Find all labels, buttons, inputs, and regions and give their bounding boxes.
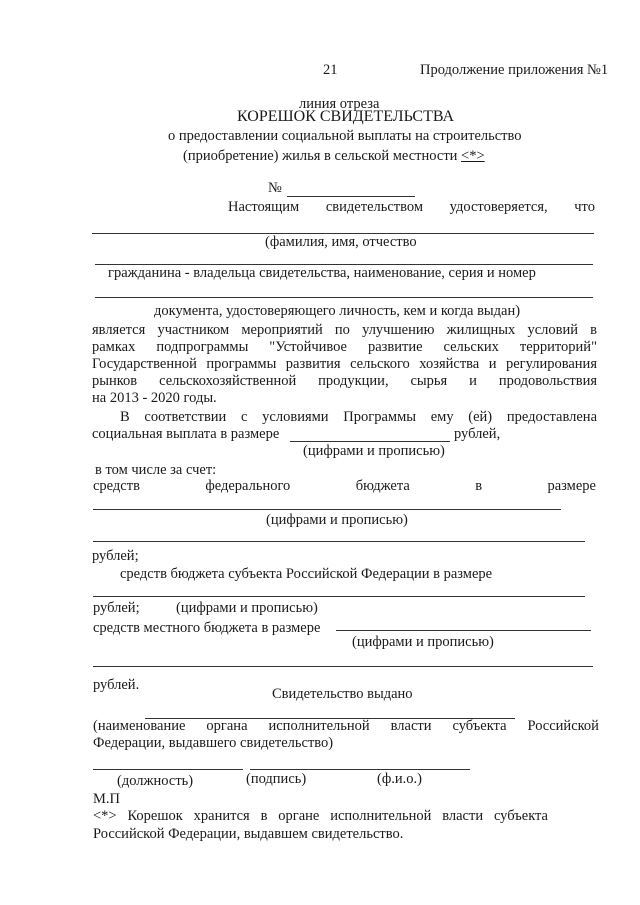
participant-line (92, 322, 597, 339)
signature-hint: (подпись) (246, 771, 307, 787)
federal-word: размере (547, 478, 596, 494)
local-budget-label: средств местного бюджета в размере (93, 620, 321, 636)
subject-budget-label: средств бюджета субъекта Российской Федерации в размере (120, 566, 493, 582)
participant-line (92, 356, 597, 373)
footnote-word: <*> (93, 808, 117, 824)
signature-position-hint: (должность) (117, 773, 194, 789)
position-field-line (93, 769, 243, 770)
including-label: в том числе за счет: (95, 462, 217, 478)
issued-label: Свидетельство выдано (272, 686, 413, 702)
authority-word: Российской (527, 718, 599, 734)
hint-document: документа, удостоверяющего личность, кем и когда выдан) (154, 303, 521, 319)
hint-amount-local: (цифрами и прописью) (352, 634, 494, 650)
footnote-word: субъекта (493, 808, 548, 824)
hint-holder: гражданина - владельца свидетельства, наименование, серия и номер (108, 265, 536, 281)
federal-word: бюджета (355, 478, 410, 494)
program-years: на 2013 - 2020 годы. (92, 390, 217, 406)
authority-word: субъекта (452, 718, 507, 734)
participant-line (92, 373, 597, 390)
footnote-word: в (260, 808, 268, 824)
certify-word: что (574, 199, 595, 215)
certify-word: Настоящим (228, 199, 300, 215)
participant-text: является участником мероприятий по улучшению жилищных условий в (92, 322, 597, 338)
footnote-ref-link[interactable]: <*> (461, 148, 485, 164)
federal-amount-line (93, 509, 561, 510)
subtitle-line-1: о предоставлении социальной выплаты на строительство (168, 128, 522, 144)
hint-amount-subject: (цифрами и прописью) (176, 600, 318, 616)
federal-amount-line-2 (93, 541, 585, 542)
document-field-line (95, 297, 593, 298)
certify-word: удостоверяется, (449, 199, 548, 215)
document-title: КОРЕШОК СВИДЕТЕЛЬСТВА (237, 108, 455, 125)
authority-word: органа (206, 718, 248, 734)
authority-word: исполнительной (268, 718, 370, 734)
subject-amount-line (93, 596, 585, 597)
hint-amount-federal: (цифрами и прописью) (266, 512, 408, 528)
participant-text: рынков сельскохозяйственной продукции, сырья и продовольствия (92, 373, 597, 389)
signature-name-field-line (250, 769, 470, 770)
authority-hint-line-2: Федерации, выдавшего свидетельство) (93, 735, 334, 751)
footnote-word: органе (278, 808, 320, 824)
payment-amount-line (290, 441, 450, 442)
footnote-word: Корешок (127, 808, 183, 824)
footnote-row (93, 808, 548, 825)
rubles-label: рублей, (454, 426, 501, 442)
hint-fio: (фамилия, имя, отчество (265, 234, 417, 250)
program-line: В соответствии с условиями Программы ему (ей) предоставлена (120, 409, 597, 425)
participant-text: рамках подпрограммы "Устойчивое развитие сельских территорий" (92, 339, 597, 355)
authority-hint-row (93, 718, 599, 735)
payment-label: социальная выплата в размере (92, 426, 280, 442)
local-amount-line-2 (93, 666, 593, 667)
footnote-word: исполнительной (330, 808, 432, 824)
stamp-place: М.П (93, 791, 120, 807)
footnote-word: хранится (193, 808, 250, 824)
rubles-federal: рублей; (92, 548, 139, 564)
number-field-line (287, 196, 415, 197)
number-label: № (268, 180, 282, 196)
local-amount-line (336, 630, 591, 631)
footnote-line-2: Российской Федерации, выдавшем свидетельство. (93, 826, 404, 842)
rubles-subject: рублей; (93, 600, 140, 616)
certify-word: свидетельством (325, 199, 424, 215)
federal-word: в (475, 478, 483, 494)
participant-text: Государственной программы развития сельского хозяйства и регулирования (92, 356, 597, 372)
hint-amount-total: (цифрами и прописью) (303, 443, 445, 459)
signature-name-hint: (ф.и.о.) (377, 771, 422, 787)
participant-line (92, 339, 597, 356)
federal-word: федерального (205, 478, 291, 494)
rubles-local: рублей. (93, 677, 140, 693)
authority-word: (наименование (93, 718, 186, 734)
continuation-note: Продолжение приложения №1 (420, 62, 609, 78)
subtitle-text: (приобретение) жилья в сельской местности (183, 148, 458, 164)
footnote-word: власти (442, 808, 484, 824)
cut-line-label: линия отреза (299, 96, 380, 112)
subtitle-line-2 (183, 148, 485, 165)
federal-word: средств (93, 478, 140, 494)
page-number: 21 (323, 62, 338, 78)
certify-row (228, 199, 595, 216)
federal-row (93, 478, 596, 495)
authority-word: власти (390, 718, 432, 734)
